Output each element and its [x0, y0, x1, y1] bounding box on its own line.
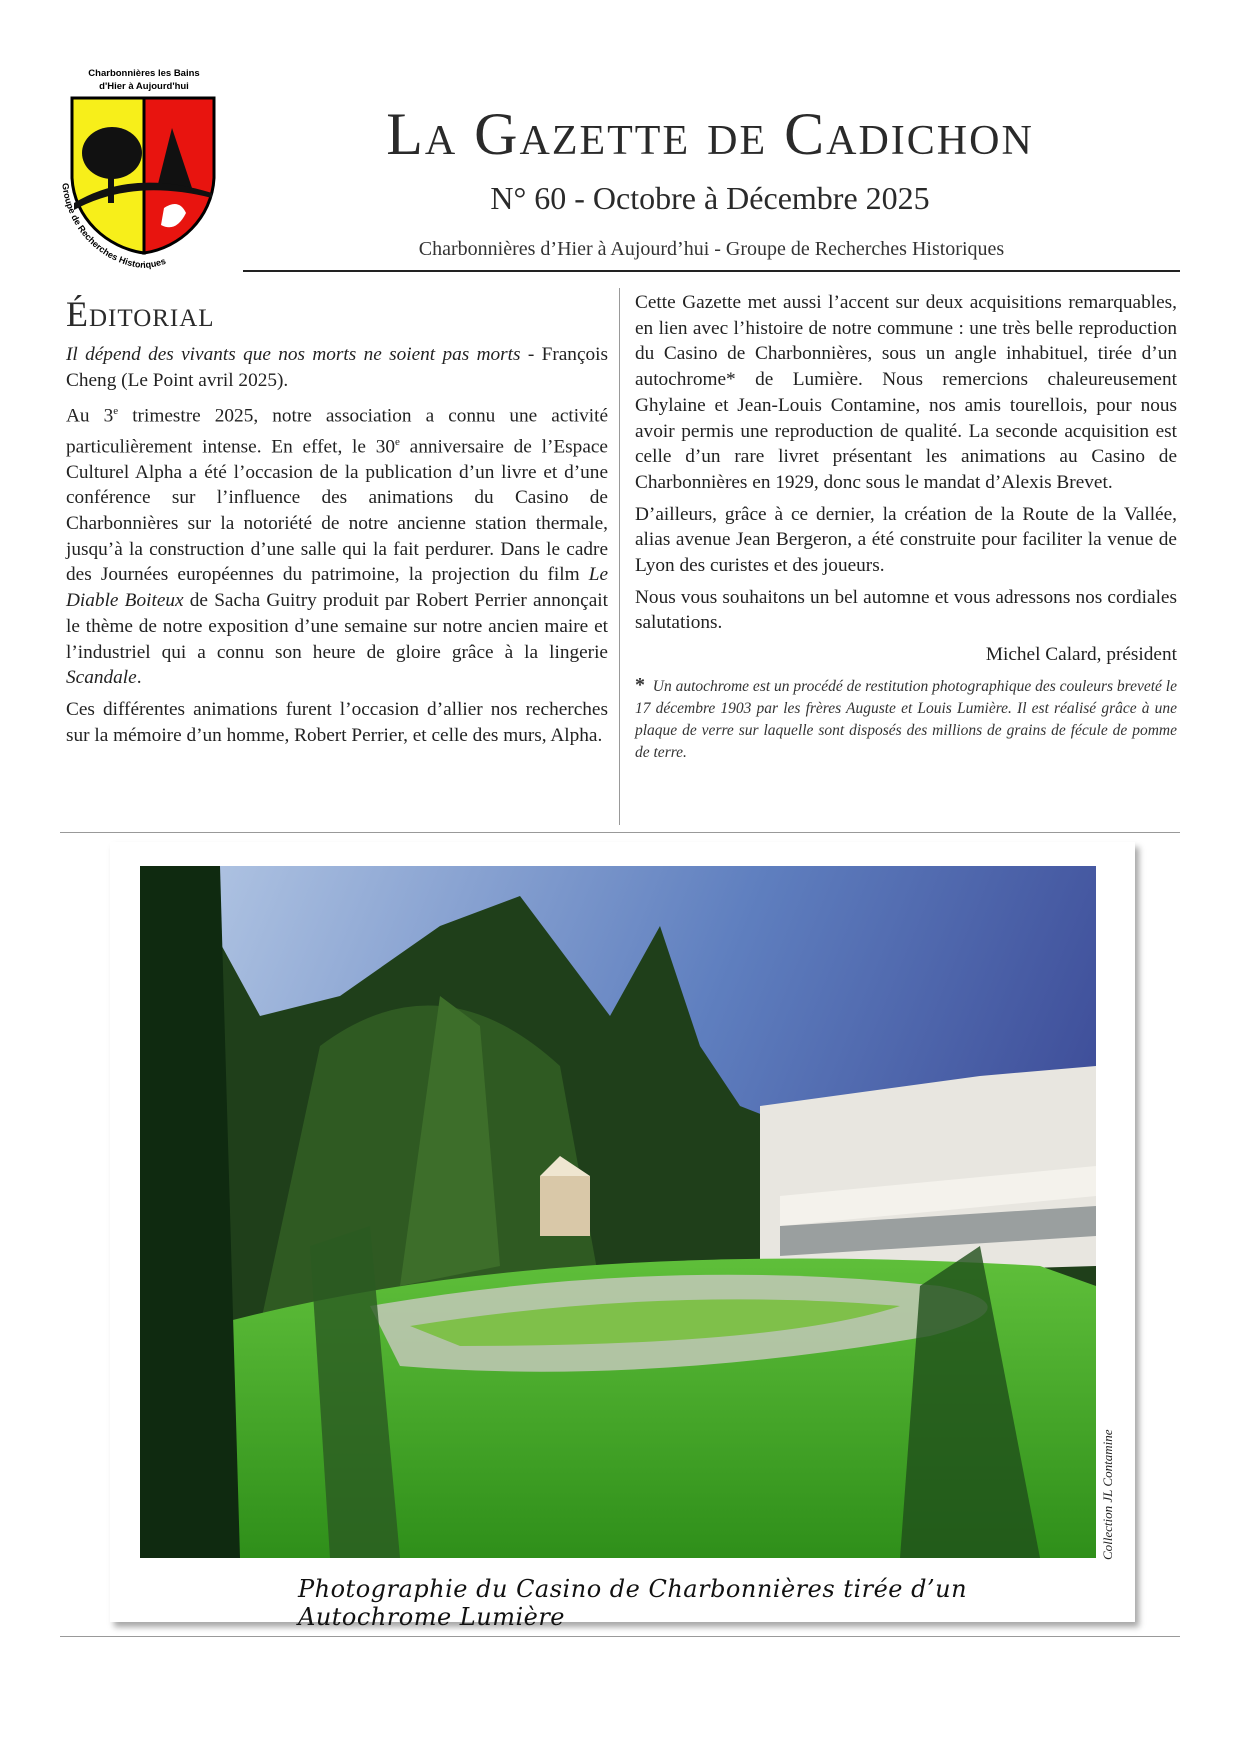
photo-credit-text: Collection JL Contamine: [1100, 1429, 1115, 1560]
section-rule: [60, 832, 1180, 833]
logo-top-text-2: d'Hier à Aujourd'hui: [99, 81, 189, 92]
epigraph-source: - François Cheng (Le Point avril 2025).: [66, 344, 608, 391]
logo-top-text-1: Charbonnières les Bains: [88, 68, 200, 79]
association-logo: [52, 68, 237, 278]
film-title: Le Diable Boiteux: [66, 564, 608, 612]
editorial-heading: Éditorial: [66, 294, 215, 334]
signature: Michel Calard, président: [985, 644, 1177, 666]
footer-rule: [60, 1636, 1180, 1637]
text: .: [136, 667, 142, 689]
epigraph: [66, 342, 608, 393]
paragraph-route: D’ailleurs, grâce à ce dernier, la création de la Route de la Vallée, alias avenue Jean Bergeron, a été construite pour faciliter la venue de Lyon des curistes et des joueurs.: [635, 503, 1177, 577]
superscript: e: [395, 435, 400, 448]
logo-ring-text: Groupe de Recherches Historiques: [60, 182, 168, 271]
superscript: e: [113, 405, 119, 418]
issue-number: N° 60 - Octobre à Décembre 2025: [490, 180, 930, 216]
text: Au 3: [66, 405, 114, 427]
photo-credit: [1100, 1410, 1122, 1560]
editorial-left-column: [66, 292, 608, 754]
casino-photograph: [140, 866, 1096, 1558]
footnote-mark: *: [635, 673, 645, 696]
text: anniversaire de l’Espace Culturel Alpha a été l’occasion de la publication d’un livre et d’une conférence sur l’influence des animations du Casino de Charbonnières sur la notoriété de notre ancienne station thermale, jusqu’à la construction d’une salle qui la fait perdurer. Dans le cadre des Journées européennes du patrimoine, la projection du film: [66, 435, 608, 586]
text: de Sacha Guitry produit par Robert Perrier annonçait le thème de notre exposition d’une semaine sur notre ancien maire et l’industriel qui a connu son heure de gloire grâce à la lingerie: [66, 590, 609, 663]
header-rule: [243, 270, 1180, 272]
text: trimestre 2025, notre association a connu une activité particulièrement intense. En effet, le 30: [66, 405, 609, 457]
footnote: [635, 674, 1177, 764]
photo-caption: Photographie du Casino de Charbonnières tirée d’un Autochrome Lumière: [298, 1575, 968, 1631]
tagline: Charbonnières d’Hier à Aujourd’hui - Groupe de Recherches Historiques: [418, 238, 1005, 260]
column-separator: [619, 288, 620, 825]
editorial-right-column: [635, 290, 1177, 770]
paragraph-acquisitions: Cette Gazette met aussi l’accent sur deux acquisitions remarquables, en lien avec l’histoire de notre commune : une très belle reproduction du Casino de Charbonnières, sous un angle inhabituel, tirée d’un autochrome* de Lumière. Nous remercions chaleureusement Ghylaine et Jean-Louis Contamine, nos amis tourellois, pour nous avoir permis une reproduction de qualité. La seconde acquisition est celle d’un rare livret présentant les animations au Casino de Charbonnières en 1929, donc sous le mandat d’Alexis Brevet.: [635, 292, 1177, 493]
paragraph-greetings: Nous vous souhaitons un bel automne et vous adressons nos cordiales salutations.: [635, 586, 1177, 634]
newsletter-title: La Gazette de Cadichon: [386, 101, 1034, 167]
epigraph-quote: Il dépend des vivants que nos morts ne soient pas morts: [66, 344, 521, 365]
paragraph-activities: [66, 399, 608, 691]
footnote-text: Un autochrome est un procédé de restitution photographique des couleurs breveté le 17 décembre 1903 par les frères Auguste et Louis Lumière. Il est réalisé grâce à une plaque de verre sur laquelle sont disposés des millions de grains de fécule de pomme de terre.: [635, 677, 1177, 761]
paragraph-research: Ces différentes animations furent l’occasion d’allier nos recherches sur la mémoire d’un homme, Robert Perrier, et celle des murs, Alpha.: [66, 698, 608, 746]
brand-name: Scandale: [66, 667, 137, 689]
